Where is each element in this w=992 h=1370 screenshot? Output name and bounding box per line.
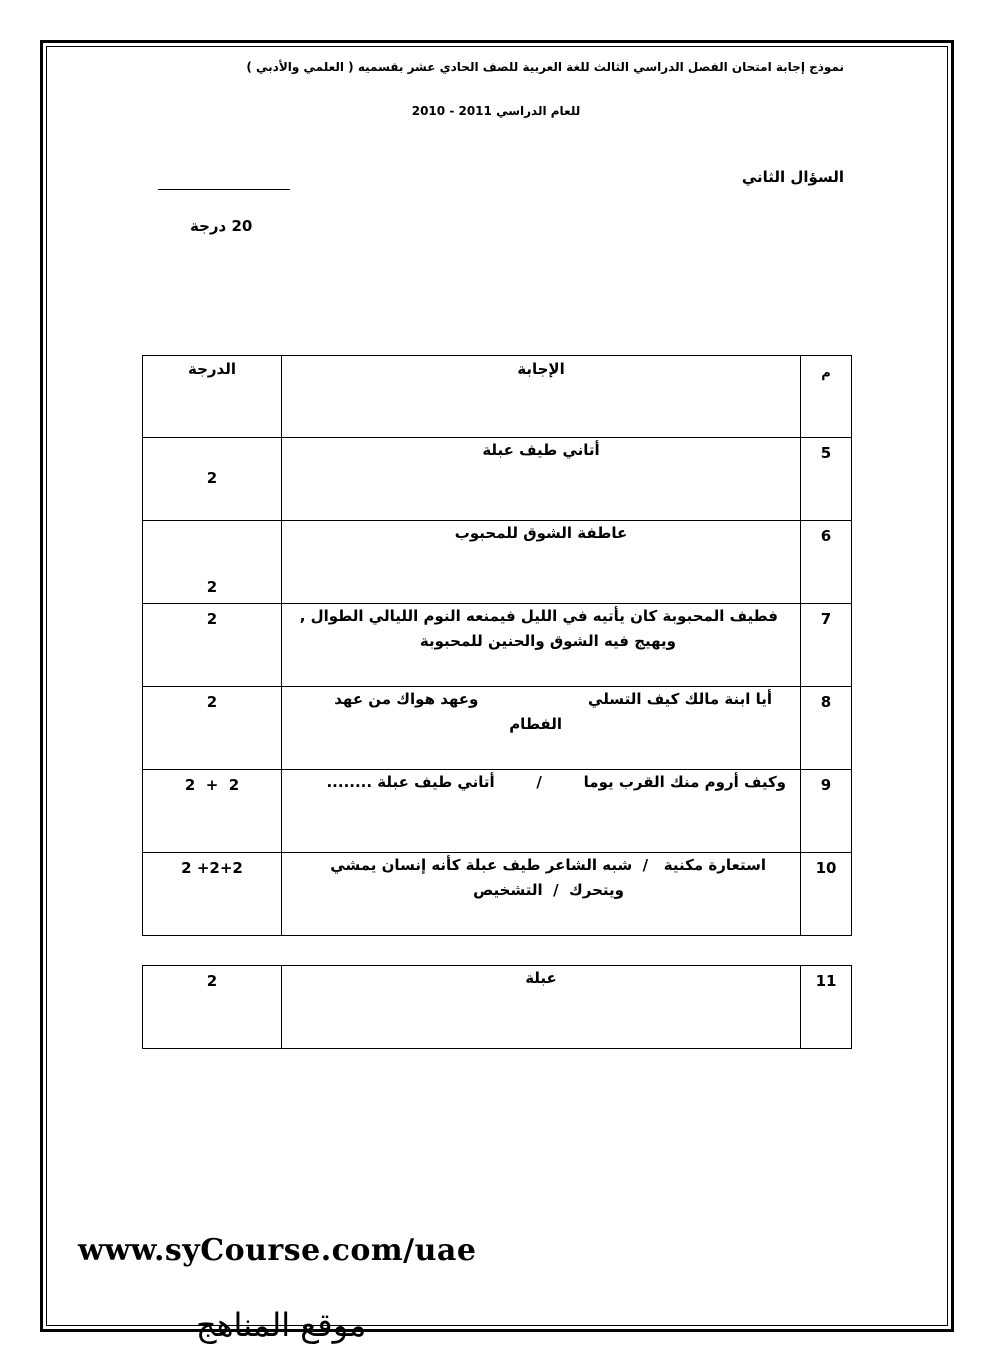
row-num: 6 xyxy=(820,527,832,545)
row-answer: أتاني طيف عبلة xyxy=(482,441,600,459)
table-row xyxy=(143,687,852,770)
row-grade: 2 xyxy=(206,469,218,487)
table-row xyxy=(143,521,852,604)
site-url-watermark: www.syCourse.com/uae xyxy=(78,1233,477,1268)
table-row xyxy=(143,604,852,687)
row-num: 5 xyxy=(820,444,832,462)
row-answer: أيا ابنة مالك كيف التسلي وعهد هواك من عهد xyxy=(334,690,772,708)
row-grade: 2 xyxy=(206,972,218,990)
header-num-cell xyxy=(801,356,852,438)
document-title: نموذج إجابة امتحان الفصل الدراسي الثالث للغة العربية للصف الحادي عشر بقسميه ( العلمي والأدبي ) xyxy=(246,60,844,74)
answer-table xyxy=(142,355,852,936)
row-answer: عبلة xyxy=(525,969,557,987)
table-row xyxy=(143,438,852,521)
header-grade-cell xyxy=(143,356,282,438)
row-answer: وكيف أروم منك القرب يوما / أتاني طيف عبلة ........ xyxy=(326,773,786,791)
row-answer: فطيف المحبوبة كان يأتيه في الليل فيمنعه النوم الليالي الطوال , xyxy=(299,607,778,625)
header-grade: الدرجة xyxy=(188,360,236,378)
row-grade: 2 xyxy=(206,578,218,596)
row-answer-line2: ويهيج فيه الشوق والحنين للمحبوبة xyxy=(419,632,676,650)
table-header-row xyxy=(143,356,852,438)
row-grade: 2 xyxy=(206,610,218,628)
row-num: 11 xyxy=(815,972,837,990)
total-grade: 20 درجة xyxy=(190,217,253,235)
row-grade: 2 xyxy=(206,693,218,711)
table-row xyxy=(143,770,852,853)
row-num: 10 xyxy=(815,859,837,877)
row-grade: 2 + 2 xyxy=(184,776,240,794)
header-answer-cell xyxy=(282,356,801,438)
row-num: 8 xyxy=(820,693,832,711)
answer-table-extra xyxy=(142,965,852,1049)
row-answer-line2: الفطام xyxy=(509,715,562,733)
row-answer: استعارة مكنية / شبه الشاعر طيف عبلة كأنه إنسان يمشي xyxy=(330,856,766,874)
row-answer-line2: ويتحرك / التشخيص xyxy=(473,881,624,899)
score-blank-line xyxy=(158,189,290,190)
table-row xyxy=(143,853,852,936)
question-title: السؤال الثاني xyxy=(741,168,844,186)
table-row xyxy=(143,966,852,1049)
academic-year: للعام الدراسي 2011 - 2010 xyxy=(411,104,581,118)
row-answer: عاطفة الشوق للمحبوب xyxy=(454,524,628,542)
site-name-watermark: موقع المناهج xyxy=(196,1306,367,1344)
row-num: 9 xyxy=(820,776,832,794)
header-answer: الإجابة xyxy=(517,360,565,378)
row-grade: 2 +2+2 xyxy=(181,859,243,877)
row-num: 7 xyxy=(820,610,832,628)
header-num: م xyxy=(821,366,831,381)
